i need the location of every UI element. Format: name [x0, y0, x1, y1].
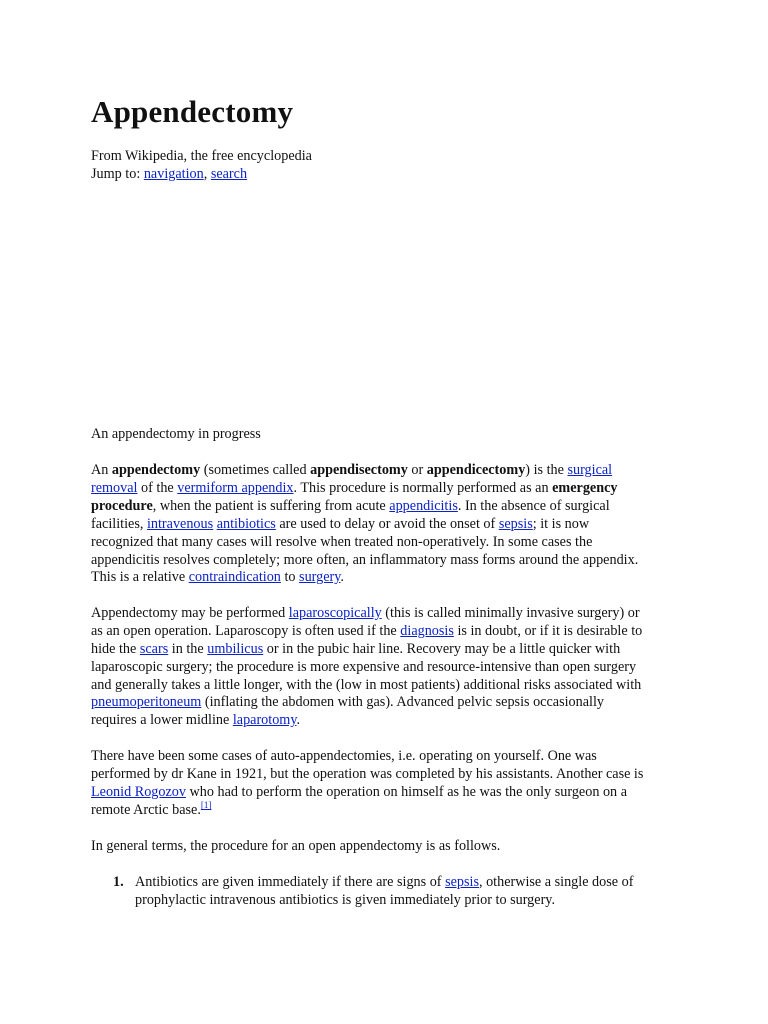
- text-line: and generally takes a little longer, with the (low in most patients) additional risks associated with: [91, 677, 642, 693]
- text: is in doubt, or if it is desirable to: [453, 623, 643, 639]
- list-number: 1.: [113, 874, 124, 890]
- bold-term: appendectomy: [111, 462, 201, 478]
- surgery-link[interactable]: surgery: [299, 569, 341, 585]
- text: or in the pubic hair line. Recovery may be a little quicker with: [263, 641, 621, 657]
- text: of the: [137, 480, 178, 496]
- text-line: recognized that many cases will resolve when treated non-operatively. In some cases the: [91, 534, 593, 550]
- text-line: [91, 569, 681, 587]
- surgical-removal-link[interactable]: removal: [91, 480, 138, 496]
- vermiform-appendix-link[interactable]: vermiform appendix: [177, 480, 294, 496]
- text-line: [91, 462, 681, 480]
- jump-to-line: [91, 166, 681, 184]
- text: ; it is now: [532, 516, 590, 532]
- text: An: [91, 462, 112, 478]
- text: , otherwise a single dose of: [478, 874, 634, 890]
- text-line: There have been some cases of auto-appendectomies, i.e. operating on yourself. One was: [91, 748, 597, 764]
- scars-link[interactable]: scars: [139, 641, 169, 657]
- text-line: [91, 605, 681, 623]
- text: or: [407, 462, 427, 478]
- leonid-rogozov-link[interactable]: Leonid Rogozov: [91, 784, 186, 800]
- text: facilities,: [91, 516, 147, 532]
- text: . This procedure is normally performed as an: [293, 480, 553, 496]
- bold-term: appendisectomy: [310, 462, 408, 478]
- text: to: [280, 569, 300, 585]
- sepsis-link[interactable]: sepsis: [498, 516, 533, 532]
- text: remote Arctic base.: [91, 802, 201, 818]
- text-line: prophylactic intravenous antibiotics is given immediately prior to surgery.: [135, 892, 556, 908]
- text: requires a lower midline: [91, 712, 233, 728]
- text: . In the absence of surgical: [457, 498, 610, 514]
- text: Appendectomy may be performed: [91, 605, 289, 621]
- navigation-link[interactable]: navigation: [143, 166, 204, 182]
- appendicitis-link[interactable]: appendicitis: [389, 498, 458, 514]
- procedure-intro: In general terms, the procedure for an open appendectomy is as follows.: [91, 838, 501, 854]
- text: as an open operation. Laparoscopy is often used if the: [91, 623, 401, 639]
- contraindication-link[interactable]: contraindication: [188, 569, 281, 585]
- text-line: [91, 623, 681, 641]
- text-line: laparoscopic surgery; the procedure is more expensive and resource-intensive than open surgery: [91, 659, 637, 675]
- from-line: From Wikipedia, the free encyclopedia: [91, 148, 312, 164]
- jump-to-label: Jump to:: [91, 166, 141, 182]
- reference-link[interactable]: [1]: [200, 800, 212, 810]
- bold-term: procedure: [91, 498, 153, 514]
- text-line: [91, 784, 681, 802]
- text-line: [91, 802, 681, 820]
- text: ) is the: [525, 462, 568, 478]
- bold-term: appendicectomy: [426, 462, 526, 478]
- text: .: [296, 712, 301, 728]
- laparotomy-link[interactable]: laparotomy: [232, 712, 297, 728]
- text-line: performed by dr Kane in 1921, but the operation was completed by his assistants. Another case is: [91, 766, 644, 782]
- text-line: appendicitis resolves completely; more often, an inflammatory mass forms around the appendix.: [91, 552, 639, 568]
- text: are used to delay or avoid the onset of: [275, 516, 499, 532]
- antibiotics-link[interactable]: antibiotics: [216, 516, 276, 532]
- umbilicus-link[interactable]: umbilicus: [207, 641, 264, 657]
- text: .: [340, 569, 344, 585]
- text: Antibiotics are given immediately if there are signs of: [135, 874, 446, 890]
- text: , when the patient is suffering from acute: [152, 498, 390, 514]
- text-line: [91, 694, 681, 712]
- pneumoperitoneum-link[interactable]: pneumoperitoneum: [91, 694, 202, 710]
- text-line: [91, 641, 681, 659]
- text-line: [91, 498, 681, 516]
- text-line: [91, 712, 681, 730]
- intravenous-link[interactable]: intravenous: [146, 516, 214, 532]
- search-link[interactable]: search: [210, 166, 248, 182]
- diagnosis-link[interactable]: diagnosis: [400, 623, 454, 639]
- bold-term: emergency: [552, 480, 618, 496]
- text-line: [91, 516, 681, 534]
- surgical-removal-link[interactable]: surgical: [567, 462, 613, 478]
- text: who had to perform the operation on himself as he was the only surgeon on a: [185, 784, 627, 800]
- article-title: Appendectomy: [91, 94, 294, 129]
- text-line: [91, 480, 681, 498]
- text-line: [135, 874, 681, 892]
- text: hide the: [91, 641, 140, 657]
- image-caption: An appendectomy in progress: [91, 426, 261, 442]
- jump-separator: ,: [203, 166, 208, 182]
- sepsis-link[interactable]: sepsis: [445, 874, 479, 890]
- text: This is a relative: [91, 569, 189, 585]
- text: (this is called minimally invasive surgery) or: [381, 605, 640, 621]
- text: (inflating the abdomen with gas). Advanced pelvic sepsis occasionally: [201, 694, 604, 710]
- text: (sometimes called: [200, 462, 311, 478]
- text: in the: [168, 641, 208, 657]
- laparoscopically-link[interactable]: laparoscopically: [288, 605, 382, 621]
